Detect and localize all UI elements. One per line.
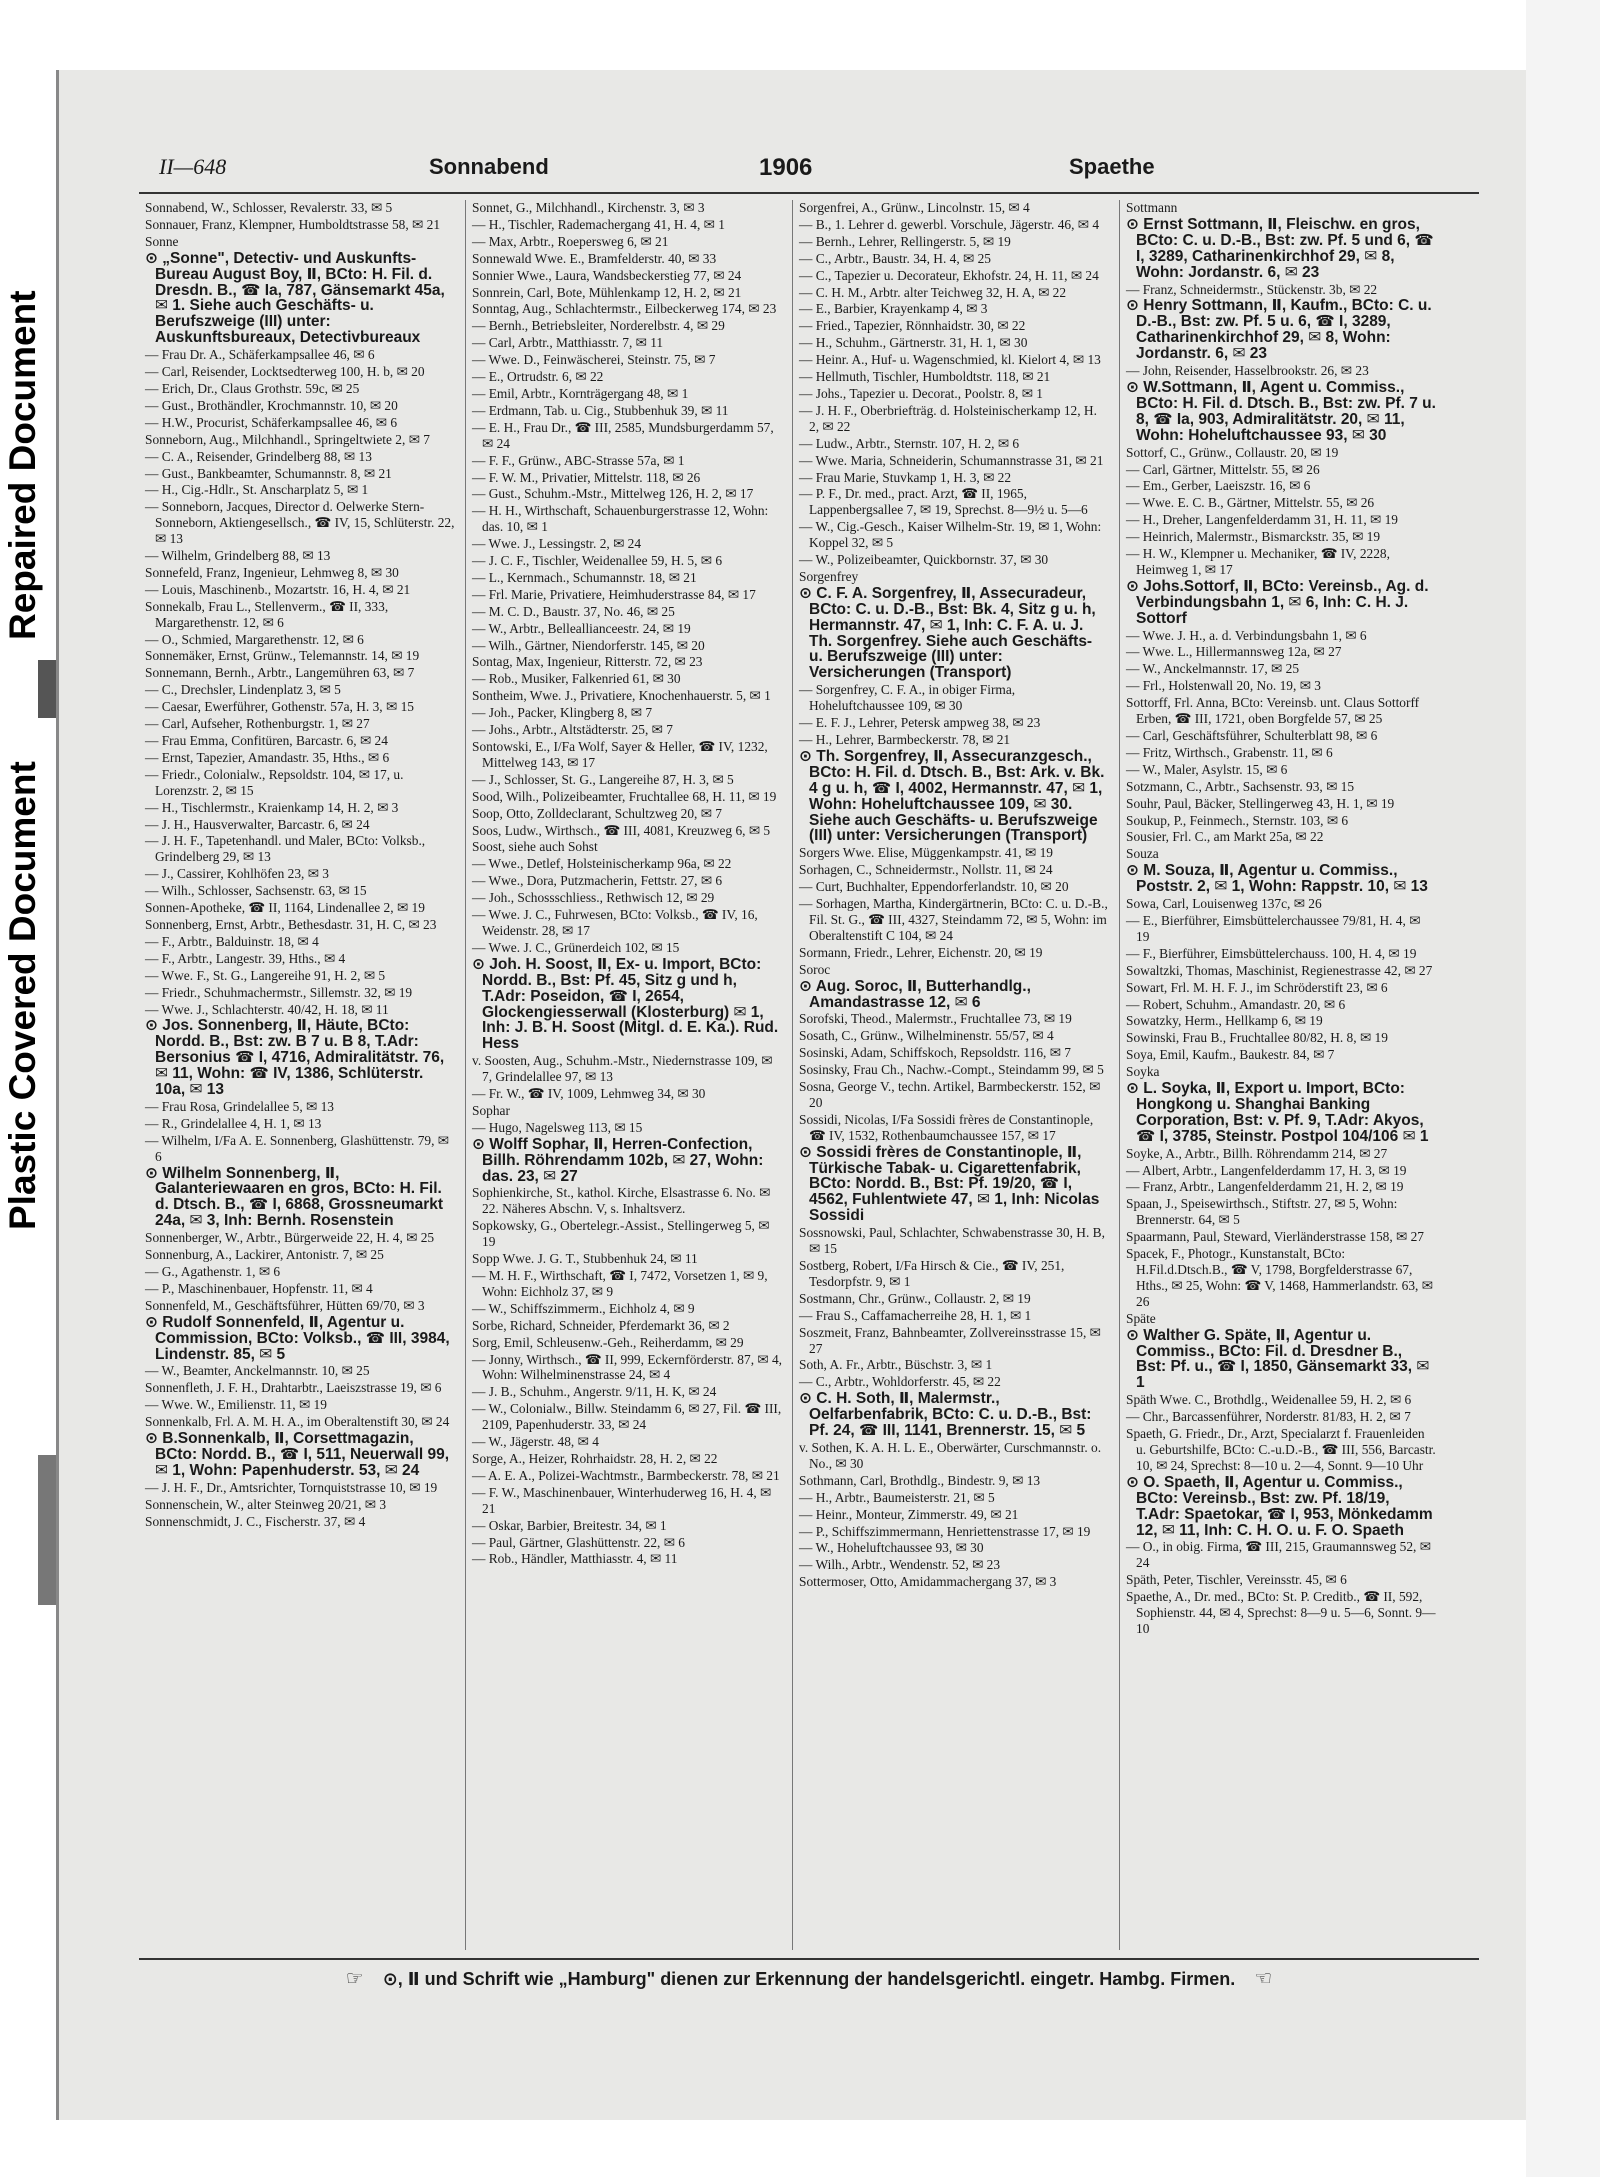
directory-entry: Sonnewald Wwe. E., Bramfelderstr. 40, ✉ 33 — [472, 250, 717, 266]
directory-entry: — Johs., Tapezier u. Decorat., Poolstr. 8, ✉ 1 — [799, 385, 1043, 401]
directory-entry: — Emil, Arbtr., Kornträgergang 48, ✉ 1 — [472, 385, 689, 401]
directory-entry: Sotzmann, C., Arbtr., Sachsenstr. 93, ✉ 15 — [1126, 778, 1355, 794]
directory-entry: Sophienkirche, St., kathol. Kirche, Elsastrasse 6. No. ✉ 22. Näheres Abschn. V, s. Inhaltsverz. — [472, 1185, 771, 1217]
directory-entry: Spaan, J., Speisewirthsch., Stiftstr. 27, ✉ 5, Wohn: Brennerstr. 64, ✉ 5 — [1126, 1196, 1398, 1228]
directory-entry: — W., Jägerstr. 48, ✉ 4 — [472, 1434, 599, 1450]
directory-entry: Sorgenfrei, A., Grünw., Lincolnstr. 15, ✉ 4 — [799, 200, 1030, 215]
directory-entry: — Bernh., Betriebsleiter, Norderelbstr. 4, ✉ 29 — [472, 318, 725, 334]
directory-entry: ⊙ O. Spaeth, Ⅱ, Agentur u. Commiss., BCto: Vereinsb., Bst: zw. Pf. 18/19, T.Adr: Spaetokar, ☎ I, 953, Mönkedamm 12, ✉ 11, Inh: C. H. O. u. F. O. Spaeth — [1126, 1473, 1433, 1539]
directory-entry: Sosna, George V., techn. Artikel, Barmbeckerstr. 152, ✉ 20 — [799, 1079, 1101, 1110]
directory-entry: Soost, siehe auch Sohst — [472, 839, 598, 855]
directory-entry: — Frl., Holstenwall 20, No. 19, ✉ 3 — [1126, 678, 1321, 694]
directory-entry: — Ernst, Tapezier, Amandastr. 35, Hths., ✉ 6 — [145, 749, 390, 765]
directory-entry: — Wwe. J., Schlachterstr. 40/42, H. 18, ✉ 11 — [145, 1001, 389, 1017]
directory-entry: Soyka — [1126, 1064, 1160, 1080]
directory-entry: Soop, Otto, Zolldeclarant, Schultzweg 20, ✉ 7 — [472, 805, 722, 821]
directory-entry: — J. H. F., Oberbriefträg. d. Holsteinischerkamp 12, H. 2, ✉ 22 — [799, 402, 1097, 434]
directory-entry: — A. E. A., Polizei-Wachtmstr., Barmbeckerstr. 78, ✉ 21 — [472, 1467, 780, 1483]
directory-entry: Sonnemäker, Ernst, Grünw., Telemannstr. 14, ✉ 19 — [145, 648, 420, 664]
directory-entry: Sousier, Frl. C., am Markt 25a, ✉ 22 — [1126, 829, 1324, 845]
directory-entry: Sopkowsky, G., Obertelegr.-Assist., Stellingerweg 5, ✉ 19 — [472, 1218, 770, 1250]
directory-entry: Sowatzky, Herm., Hellkamp 6, ✉ 19 — [1126, 1013, 1323, 1029]
directory-entry: — G., Agathenstr. 1, ✉ 6 — [145, 1264, 281, 1279]
directory-entry: — Robert, Schuhm., Amandastr. 20, ✉ 6 — [1126, 996, 1346, 1012]
directory-entry: Sowinski, Frau B., Fruchtallee 80/82, H. 8, ✉ 19 — [1126, 1030, 1388, 1046]
directory-entry: Sottmann — [1126, 200, 1178, 215]
directory-entry: Späte — [1126, 1310, 1156, 1326]
directory-entry: — F. W., Maschinenbauer, Winterhuderweg 16, H. 4, ✉ 21 — [472, 1484, 772, 1516]
side-strip — [0, 0, 46, 2177]
directory-entry: — Rob., Musiker, Falkenried 61, ✉ 30 — [472, 671, 681, 687]
page-content — [139, 148, 1479, 1991]
directory-entry: — W., Anckelmannstr. 17, ✉ 25 — [1126, 661, 1300, 677]
directory-entry: — Ludw., Arbtr., Sternstr. 107, H. 2, ✉ 6 — [799, 435, 1020, 451]
directory-entry: Sontowski, E., I/Fa Wolf, Sayer & Heller, ☎ IV, 1232, Mittelweg 143, ✉ 17 — [472, 739, 768, 770]
directory-entry: Sostberg, Robert, I/Fa Hirsch & Cie., ☎ IV, 251, Tesdorpfstr. 9, ✉ 1 — [799, 1258, 1065, 1289]
directory-entry: — W., Colonialw., Billw. Steindamm 6, ✉ 27, Fil. ☎ III, 2109, Papenhuderstr. 33, ✉ 24 — [472, 1401, 782, 1433]
directory-entry: — Oskar, Barbier, Breitestr. 34, ✉ 1 — [472, 1517, 667, 1533]
directory-entry: — Frau Marie, Stuvkamp 1, H. 3, ✉ 22 — [799, 469, 1012, 485]
directory-entry: — J. B., Schuhm., Angerstr. 9/11, H. K, ✉ 24 — [472, 1384, 717, 1400]
directory-entry: Sorbe, Richard, Schneider, Pferdemarkt 36, ✉ 2 — [472, 1317, 730, 1333]
header-year: 1906 — [759, 154, 813, 181]
page-number: II—648 — [159, 154, 227, 179]
directory-entry: ⊙ Walther G. Späte, Ⅱ, Agentur u. Commiss., BCto: Fil. d. Dresdner B., Bst: Pf. u., ☎ I, 1850, Gänsemarkt 33, ✉ 1 — [1126, 1326, 1430, 1392]
directory-entry: — C., Tapezier u. Decorateur, Ekhofstr. 24, H. 11, ✉ 24 — [799, 267, 1099, 283]
directory-entry: ⊙ Sossidi frères de Constantinople, Ⅱ, Türkische Tabak- u. Cigarettenfabrik, BCto: Nordd. B., Bst: Pf. 19/20, ☎ I, 4562, Fuhlentwiete 47, ✉ 1, Inh: Nicolas Sossidi — [799, 1143, 1100, 1225]
directory-entry: — Heinrich, Malermstr., Bismarckstr. 35, ✉ 19 — [1126, 529, 1381, 545]
directory-entry: — F. W. M., Privatier, Mittelstr. 118, ✉ 26 — [472, 469, 701, 485]
directory-entry: ⊙ Wolff Sophar, Ⅱ, Herren-Confection, Billh. Röhrendamm 102b, ✉ 27, Wohn: das. 23, ✉ 27 — [472, 1135, 764, 1185]
directory-entry: — W., Maler, Asylstr. 15, ✉ 6 — [1126, 761, 1288, 777]
directory-entry: ⊙ Henry Sottmann, Ⅱ, Kaufm., BCto: C. u. D.-B., Bst: zw. Pf. 5 u. 6, ☎ I, 3289, Catharinenkirchhof 29, ✉ 8, Wohn: Jordanstr. 6, ✉ 23 — [1126, 297, 1432, 363]
directory-entry: — Gust., Schuhm.-Mstr., Mittelweg 126, H. 2, ✉ 17 — [472, 486, 754, 502]
directory-entry: — E., Bierführer, Eimsbüttelerchaussee 79/81, H. 4, ✉ 19 — [1126, 912, 1421, 944]
directory-entry: — Sorgenfrey, C. F. A., in obiger Firma, Hoheluftchaussee 109, ✉ 30 — [799, 682, 1016, 714]
repaired-document-label: Repaired Document — [2, 290, 43, 640]
directory-entry: — Bernh., Lehrer, Rellingerstr. 5, ✉ 19 — [799, 233, 1011, 249]
directory-entry: — Wwe., Detlef, Holsteinischerkamp 96a, ✉ 22 — [472, 856, 732, 872]
directory-entry: — Hellmuth, Tischler, Humboldtstr. 118, ✉ 21 — [799, 369, 1051, 385]
directory-entry: — C. A., Reisender, Grindelberg 88, ✉ 13 — [145, 448, 372, 464]
directory-entry: — Wwe. J., Lessingstr. 2, ✉ 24 — [472, 536, 642, 552]
directory-entry: — L., Kernmach., Schumannstr. 18, ✉ 21 — [472, 569, 697, 585]
directory-entry: ⊙ Ernst Sottmann, Ⅱ, Fleischw. en gros, BCto: C. u. D.-B., Bst: zw. Pf. 5 und 6, ☎ I, 3289, Catharinenkirchhof 29, ✉ 8, Wohn: Jordanstr. 6, ✉ 23 — [1126, 215, 1434, 281]
directory-entry: — W., Schiffszimmerm., Eichholz 4, ✉ 9 — [472, 1300, 695, 1316]
directory-entry: — Carl, Gärtner, Mittelstr. 55, ✉ 26 — [1126, 461, 1320, 477]
directory-entry: — Chr., Barcassenführer, Norderstr. 81/83, H. 2, ✉ 7 — [1126, 1409, 1411, 1425]
directory-entry: — Wwe. Maria, Schneiderin, Schumannstrasse 31, ✉ 21 — [799, 452, 1104, 468]
directory-entry: Spaeth, G. Friedr., Dr., Arzt, Specialarzt f. Frauenleiden u. Geburtshilfe, BCto: C.-u.D.-B., ☎ III, 556, Barcastr. 10, ✉ 24, Sprechst: 8—10 u. 2—4, Sonnt. 9—10 Uhr — [1126, 1426, 1436, 1473]
directory-entry: Sonnenburg, A., Lackirer, Antonistr. 7, ✉ 25 — [145, 1247, 384, 1263]
directory-entry: — R., Grindelallee 4, H. 1, ✉ 13 — [145, 1115, 322, 1131]
directory-entry: — F., Bierführer, Eimsbüttelerchauss. 100, H. 4, ✉ 19 — [1126, 945, 1417, 961]
directory-entry: ⊙ Jos. Sonnenberg, Ⅱ, Häute, BCto: Nordd. B., Bst: zw. B 7 u. B 8, T.Adr: Bersonius ☎ I, 4716, Admiralitätstr. 76, ✉ 11, Wohn: ☎ IV, 1386, Schlüterstr. 10a, ✉ 13 — [145, 1017, 445, 1099]
directory-entry: Sossnowski, Paul, Schlachter, Schwabenstrasse 30, H. B, ✉ 15 — [799, 1225, 1105, 1257]
directory-entry: — Carl, Geschäftsführer, Schulterblatt 98, ✉ 6 — [1126, 728, 1378, 743]
directory-entry: — Carl, Arbtr., Matthiasstr. 7, ✉ 11 — [472, 335, 664, 351]
directory-entry: — Hugo, Nagelsweg 113, ✉ 15 — [472, 1119, 643, 1135]
directory-entry: ⊙ „Sonne", Detectiv- und Auskunfts-Bureau August Boy, Ⅱ, BCto: H. Fil. d. Dresdn. B., ☎ Ia, 787, Gänsemarkt 45a, ✉ 1. Siehe auch Geschäfts- u. Berufszweige (III) unter: Auskunftsbureaux, Detectivbureaux — [145, 249, 445, 347]
directory-entry: ⊙ W.Sottmann, Ⅱ, Agent u. Commiss., BCto: H. Fil. d. Dtsch. B., Bst: zw. Pf. 7 u. 8, ☎ Ia, 903, Admiralitätstr. 20, ✉ 11, Wohn: Hoheluftchaussee 93, ✉ 30 — [1126, 378, 1436, 444]
directory-entry: Sonnenkalb, Frl. A. M. H. A., im Oberaltenstift 30, ✉ 24 — [145, 1414, 450, 1430]
column-4 — [1120, 200, 1446, 1950]
directory-entry: Sormann, Friedr., Lehrer, Eichenstr. 20, ✉ 19 — [799, 944, 1043, 960]
directory-entry: Sonnenberger, W., Arbtr., Bürgerweide 22, H. 4, ✉ 25 — [145, 1230, 435, 1246]
directory-entry: — Em., Gerber, Laeiszstr. 16, ✉ 6 — [1126, 478, 1311, 494]
directory-entry: — J. C. F., Tischler, Weidenallee 59, H. 5, ✉ 6 — [472, 553, 723, 569]
directory-entry: — Erich, Dr., Claus Grothstr. 59c, ✉ 25 — [145, 380, 360, 396]
directory-entry: ⊙ Rudolf Sonnenfeld, Ⅱ, Agentur u. Commission, BCto: Volksb., ☎ III, 3984, Lindenstr. 85, ✉ 5 — [145, 1313, 450, 1363]
directory-entry: Spaarmann, Paul, Steward, Vierländerstrasse 158, ✉ 27 — [1126, 1229, 1424, 1245]
directory-entry: Sottermoser, Otto, Amidammachergang 37, ✉ 3 — [799, 1574, 1057, 1590]
column-2 — [466, 200, 793, 1950]
directory-entry: ⊙ Johs.Sottorf, Ⅱ, BCto: Vereinsb., Ag. d. Verbindungsbahn 1, ✉ 6, Inh: C. H. J. Sottorf — [1126, 577, 1429, 627]
directory-entry: — Friedr., Colonialw., Repsoldstr. 104, ✉ 17, u. Lorenzstr. 2, ✉ 15 — [145, 766, 404, 798]
directory-entry: Sostmann, Chr., Grünw., Collaustr. 2, ✉ 19 — [799, 1290, 1031, 1306]
directory-entry: Sonnenfleth, J. F. H., Drahtarbtr., Laeiszstrasse 19, ✉ 6 — [145, 1380, 442, 1396]
directory-entry: Sorofski, Theod., Malermstr., Fruchtallee 73, ✉ 19 — [799, 1011, 1072, 1027]
directory-entry: Soya, Emil, Kaufm., Baukestr. 84, ✉ 7 — [1126, 1047, 1335, 1063]
footer-note — [139, 1958, 1479, 1991]
directory-entry: v. Soosten, Aug., Schuhm.-Mstr., Niedernstrasse 109, ✉ 7, Grindelallee 97, ✉ 13 — [472, 1053, 773, 1085]
directory-entry: — H. W., Klempner u. Mechaniker, ☎ IV, 2228, Heimweg 1, ✉ 17 — [1126, 546, 1390, 577]
directory-entry: — Frau Emma, Confitüren, Barcastr. 6, ✉ 24 — [145, 733, 388, 748]
directory-entry: — J. H. F., Tapetenhandl. und Maler, BCto: Volksb., Grindelberg 29, ✉ 13 — [145, 833, 426, 865]
directory-entry: — H., Cig.-Hdlr., St. Anscharplatz 5, ✉ 1 — [145, 482, 369, 498]
directory-entry: — Fritz, Wirthsch., Grabenstr. 11, ✉ 6 — [1126, 744, 1333, 760]
directory-entry: Sonnenschein, W., alter Steinweg 20/21, ✉ 3 — [145, 1496, 387, 1512]
directory-entry: — Wilh., Gärtner, Niendorferstr. 145, ✉ 20 — [472, 637, 705, 653]
directory-entry: — Sorhagen, Martha, Kindergärtnerin, BCto: C. u. D.-B., Fil. St. G., ☎ III, 4327, Steindamm 72, ✉ 5, Wohn: im Oberaltenstift C 104, ✉ 24 — [799, 896, 1108, 943]
directory-entry: — C., Drechsler, Lindenplatz 3, ✉ 5 — [145, 682, 341, 698]
directory-entry: ⊙ B.Sonnenkalb, Ⅱ, Corsettmagazin, BCto: Nordd. B., ☎ I, 511, Neuerwall 99, ✉ 1, Wohn: Papenhuderstr. 53, ✉ 24 — [145, 1430, 450, 1479]
directory-entry: — C., Arbtr., Baustr. 34, H. 4, ✉ 25 — [799, 250, 991, 266]
directory-entry: Sonnabend, W., Schlosser, Revalerstr. 33, ✉ 5 — [145, 200, 393, 215]
footer-text: ⊙, Ⅱ und Schrift wie „Hamburg" dienen zur Erkennung der handelsgerichtl. eingetr. Hambg. Firmen. — [382, 1969, 1236, 1989]
directory-entry: — H., Arbtr., Baumeisterstr. 21, ✉ 5 — [799, 1489, 995, 1505]
directory-entry: — Heinr. A., Huf- u. Wagenschmied, kl. Kielort 4, ✉ 13 — [799, 352, 1101, 368]
directory-entry: Sonnenberg, Ernst, Arbtr., Bethesdastr. 31, H. C, ✉ 23 — [145, 916, 437, 932]
directory-entry: v. Sothen, K. A. H. L. E., Oberwärter, Curschmannstr. o. No., ✉ 30 — [799, 1439, 1102, 1471]
directory-entry: — Jonny, Wirthsch., ☎ II, 999, Eckernförderstr. 87, ✉ 4, Wohn: Wilhelminenstrasse 24, ✉ 4 — [472, 1351, 782, 1383]
directory-entry: — Wwe. F., St. G., Langereihe 91, H. 2, ✉ 5 — [145, 967, 386, 983]
directory-entry: ⊙ L. Soyka, Ⅱ, Export u. Import, BCto: Hongkong u. Shanghai Banking Corporation, Bst: v. Pf. 9, T.Adr: Akyos, ☎ I, 3785, Steinstr. Postpol 104/106 ✉ 1 — [1126, 1080, 1429, 1145]
page-edge — [1526, 0, 1600, 2177]
directory-entry: Sonnenschmidt, J. C., Fischerstr. 37, ✉ 4 — [145, 1513, 366, 1529]
scanned-page — [56, 70, 1529, 2120]
directory-entry: — Wilh., Schlosser, Sachsenstr. 63, ✉ 15 — [145, 883, 367, 899]
header-last-entry: Spaethe — [1069, 154, 1155, 179]
directory-entry: — Paul, Gärtner, Glashüttenstr. 22, ✉ 6 — [472, 1534, 686, 1550]
directory-entry: Sorg, Emil, Schleusenw.-Geh., Reiherdamm, ✉ 29 — [472, 1334, 744, 1350]
directory-entry: — Wwe. J. C., Fuhrwesen, BCto: Volksb., ☎ IV, 16, Weidenstr. 28, ✉ 17 — [472, 907, 758, 938]
directory-entry: — M. C. D., Baustr. 37, No. 46, ✉ 25 — [472, 603, 675, 619]
directory-entry: — F., Arbtr., Balduinstr. 18, ✉ 4 — [145, 933, 319, 949]
directory-entry: Sonne — [145, 233, 179, 249]
directory-entry: — W., Polizeibeamter, Quickbornstr. 37, ✉ 30 — [799, 552, 1049, 568]
directory-entry: Sonnemann, Bernh., Arbtr., Langemühren 63, ✉ 7 — [145, 665, 415, 681]
directory-entry: — Friedr., Schuhmachermstr., Sillemstr. 32, ✉ 19 — [145, 984, 413, 1000]
directory-entry: — W., Hoheluftchaussee 93, ✉ 30 — [799, 1540, 984, 1556]
directory-entry: — Fried., Tapezier, Rönnhaidstr. 30, ✉ 22 — [799, 318, 1026, 334]
directory-entry: Sontag, Max, Ingenieur, Ritterstr. 72, ✉ 23 — [472, 654, 703, 670]
directory-entry: — Wwe. W., Emilienstr. 11, ✉ 19 — [145, 1397, 327, 1413]
directory-entry: Sonnekalb, Frau L., Stellenverm., ☎ II, 333, Margarethenstr. 12, ✉ 6 — [145, 598, 389, 630]
directory-entry: Soszmeit, Franz, Bahnbeamter, Zollvereinsstrasse 15, ✉ 27 — [799, 1324, 1101, 1356]
directory-entry: — Gust., Brothändler, Krochmannstr. 10, ✉ 20 — [145, 397, 398, 413]
directory-entry: — Erdmann, Tab. u. Cig., Stubbenhuk 39, ✉ 11 — [472, 402, 729, 418]
directory-entry: — Frau S., Caffamacherreihe 28, H. 1, ✉ 1 — [799, 1307, 1032, 1323]
directory-entry: Späth Wwe. C., Brothdlg., Weidenallee 59, H. 2, ✉ 6 — [1126, 1392, 1412, 1408]
directory-entry: Soyke, A., Arbtr., Billh. Röhrendamm 214, ✉ 27 — [1126, 1145, 1388, 1161]
directory-entry: Sossidi, Nicolas, I/Fa Sossidi frères de Constantinople, ☎ IV, 1532, Rothenbaumchaussee 157, ✉ 17 — [799, 1111, 1094, 1143]
directory-entry: Soos, Ludw., Wirthsch., ☎ III, 4081, Kreuzweg 6, ✉ 5 — [472, 822, 771, 838]
directory-entry: — Gust., Bankbeamter, Schumannstr. 8, ✉ 21 — [145, 465, 392, 481]
directory-entry: Sonnauer, Franz, Klempner, Humboldtstrasse 58, ✉ 21 — [145, 216, 441, 232]
directory-entry: ⊙ Joh. H. Soost, Ⅱ, Ex- u. Import, BCto: Nordd. B., Bst: Pf. 45, Sitz g und h, T.Adr: Poseidon, ☎ I, 2654, Glockengiesserwall (Klosterburg) ✉ 1, Inh: J. B. H. Soost (Mitgl. d. E. Ka.). Rud. Hess — [472, 955, 779, 1053]
directory-entry: Soukup, P., Feinmech., Sternstr. 103, ✉ 6 — [1126, 812, 1349, 828]
directory-entry: — O., Schmied, Margarethenstr. 12, ✉ 6 — [145, 631, 364, 647]
directory-entry: — Joh., Packer, Klingberg 8, ✉ 7 — [472, 705, 653, 721]
directory-entry: Sothmann, Carl, Brothdlg., Bindestr. 9, ✉ 13 — [799, 1472, 1041, 1488]
directory-entry: — O., in obig. Firma, ☎ III, 215, Graumannsweg 52, ✉ 24 — [1126, 1539, 1431, 1571]
directory-entry: — M. H. F., Wirthschaft, ☎ I, 7472, Vorsetzen 1, ✉ 9, Wohn: Eichholz 37, ✉ 9 — [472, 1268, 768, 1299]
running-header — [139, 148, 1479, 194]
directory-entry: Sorge, A., Heizer, Rohrhaidstr. 28, H. 2, ✉ 22 — [472, 1450, 718, 1466]
directory-entry: — Wwe. J. H., a. d. Verbindungsbahn 1, ✉ 6 — [1126, 627, 1367, 643]
directory-entry: — F., Arbtr., Langestr. 39, Hths., ✉ 4 — [145, 950, 346, 966]
directory-entry: ⊙ M. Souza, Ⅱ, Agentur u. Commiss., Poststr. 2, ✉ 1, Wohn: Rappstr. 10, ✉ 13 — [1126, 862, 1428, 896]
directory-entry: — P., Maschinenbauer, Hopfenstr. 11, ✉ 4 — [145, 1280, 373, 1296]
directory-entry: — Albert, Arbtr., Langenfelderdamm 17, H. 3, ✉ 19 — [1126, 1162, 1407, 1178]
directory-entry: — Frau Rosa, Grindelallee 5, ✉ 13 — [145, 1098, 334, 1114]
directory-entry: — W., Arbtr., Belleallianceestr. 24, ✉ 19 — [472, 620, 691, 636]
directory-entry: — E., Ortrudstr. 6, ✉ 22 — [472, 369, 604, 385]
directory-entry: Sorhagen, C., Schneidermstr., Nollstr. 11, ✉ 24 — [799, 862, 1053, 878]
directory-entry: — Heinr., Monteur, Zimmerstr. 49, ✉ 21 — [799, 1506, 1019, 1522]
directory-entry: Sood, Wilh., Polizeibeamter, Fruchtallee 68, H. 11, ✉ 19 — [472, 788, 777, 804]
pointing-hand-icon: ☞ — [345, 1968, 364, 1990]
directory-entry: — Wilh., Arbtr., Wendenstr. 52, ✉ 23 — [799, 1557, 1001, 1573]
directory-entry: Späth, Peter, Tischler, Vereinsstr. 45, ✉ 6 — [1126, 1572, 1347, 1588]
directory-entry: Sopp Wwe. J. G. T., Stubbenhuk 24, ✉ 11 — [472, 1251, 698, 1267]
directory-entry: Sonnenfeld, M., Geschäftsführer, Hütten 69/70, ✉ 3 — [145, 1297, 425, 1313]
directory-entry: — Fr. W., ☎ IV, 1009, Lehmweg 34, ✉ 30 — [472, 1086, 706, 1102]
directory-entry: — H. H., Wirthschaft, Schauenburgerstrasse 12, Wohn: das. 10, ✉ 1 — [472, 503, 769, 535]
directory-entry: — B., 1. Lehrer d. gewerbl. Vorschule, Jägerstr. 46, ✉ 4 — [799, 216, 1100, 232]
header-first-entry: Sonnabend — [429, 154, 549, 179]
directory-entry: Sonneborn, Aug., Milchhandl., Springeltwiete 2, ✉ 7 — [145, 431, 430, 447]
directory-entry: — J., Schlosser, St. G., Langereihe 87, H. 3, ✉ 5 — [472, 771, 734, 787]
directory-entry: — W., Cig.-Gesch., Kaiser Wilhelm-Str. 19, ✉ 1, Wohn: Koppel 32, ✉ 5 — [799, 519, 1102, 551]
directory-entry: — J. H. F., Dr., Amtsrichter, Tornquiststrasse 10, ✉ 19 — [145, 1479, 438, 1495]
directory-entry: — H., Dreher, Langenfelderdamm 31, H. 11, ✉ 19 — [1126, 512, 1398, 528]
directory-entry: ⊙ Th. Sorgenfrey, Ⅱ, Assecuranzgesch., BCto: H. Fil. d. Dtsch. B., Bst: Ark. v. Bk. 4 g u. h, ☎ I, 4002, Hermannstr. 47, ✉ 1, Wohn: Hoheluftchaussee 109, ✉ 30. Siehe auch Geschäfts- u. Berufszweige (III) unter: Versicherungen (Transport) — [799, 747, 1105, 845]
directory-entry: — C. H. M., Arbtr. alter Teichweg 32, H. A, ✉ 22 — [799, 284, 1067, 300]
directory-entry: ⊙ C. F. A. Sorgenfrey, Ⅱ, Assecuradeur, BCto: C. u. D.-B., Bst: Bk. 4, Sitz g u. h, Hermannstr. 47, ✉ 1, Inh: C. F. A. u. J. Th. Sorgenfrey. Siehe auch Geschäfts- u. Berufszweige (III) unter: Versicherungen (Transport) — [799, 584, 1096, 682]
directory-entry: — Curt, Buchhalter, Eppendorferlandstr. 10, ✉ 20 — [799, 879, 1069, 895]
directory-entry: — Carl, Aufseher, Rothenburgstr. 1, ✉ 27 — [145, 716, 370, 732]
directory-entry: — John, Reisender, Hasselbrookstr. 26, ✉ 23 — [1126, 363, 1369, 379]
directory-entry: — Frau Dr. A., Schäferkampsallee 46, ✉ 6 — [145, 347, 375, 363]
directory-entry: — C., Arbtr., Wohldorferstr. 45, ✉ 22 — [799, 1374, 1001, 1390]
directory-entry: — E. H., Frau Dr., ☎ III, 2585, Mundsburgerdamm 57, ✉ 24 — [472, 419, 774, 451]
directory-entry: Sowaltzki, Thomas, Maschinist, Regienestrasse 42, ✉ 27 — [1126, 962, 1433, 978]
directory-entry: Spacek, F., Photogr., Kunstanstalt, BCto: H.Fil.d.Dtsch.B., ☎ V, 1798, Borgfelderstrasse 67, Hths., ✉ 25, Wohn: ☎ V, 1468, Hammerlandstr. 63, ✉ 26 — [1126, 1246, 1433, 1309]
pointing-hand-icon: ☜ — [1254, 1968, 1273, 1990]
directory-entry: — Max, Arbtr., Roepersweg 6, ✉ 21 — [472, 233, 669, 249]
directory-entry: Soroc — [799, 961, 831, 977]
directory-entry: Sosinsky, Frau Ch., Nachw.-Compt., Steindamm 99, ✉ 5 — [799, 1062, 1104, 1078]
column-1 — [139, 200, 466, 1950]
directory-entry: — P., Schiffszimmermann, Henriettenstrasse 17, ✉ 19 — [799, 1523, 1091, 1539]
directory-entry: — J. H., Hausverwalter, Barcastr. 6, ✉ 24 — [145, 816, 370, 832]
directory-entry: ⊙ Aug. Soroc, Ⅱ, Butterhandlg., Amandastrasse 12, ✉ 6 — [799, 977, 1031, 1011]
directory-entry: Sophar — [472, 1102, 510, 1118]
directory-entry: — Joh., Schossschliess., Rethwisch 12, ✉ 29 — [472, 890, 715, 906]
directory-entry: — Frl. Marie, Privatiere, Heimhuderstrasse 84, ✉ 17 — [472, 586, 756, 602]
directory-entry: — Wwe. J. C., Grünerdeich 102, ✉ 15 — [472, 939, 680, 955]
directory-entry: Sontheim, Wwe. J., Privatiere, Knochenhauerstr. 5, ✉ 1 — [472, 688, 771, 704]
directory-entry: Sonnier Wwe., Laura, Wandsbeckerstieg 77, ✉ 24 — [472, 267, 742, 283]
directory-columns — [139, 200, 1479, 1950]
directory-entry: — Wwe. E. C. B., Gärtner, Mittelstr. 55, ✉ 26 — [1126, 495, 1375, 511]
directory-entry: Sonnrein, Carl, Bote, Mühlenkamp 12, H. 2, ✉ 21 — [472, 284, 742, 300]
directory-entry: — J., Cassirer, Kohlhöfen 23, ✉ 3 — [145, 866, 329, 882]
directory-entry: — Louis, Maschinenb., Mozartstr. 16, H. 4, ✉ 21 — [145, 581, 411, 597]
directory-entry: — H., Tischlermstr., Kraienkamp 14, H. 2, ✉ 3 — [145, 799, 399, 815]
directory-entry: Sorgenfrey — [799, 568, 859, 584]
plastic-covered-label: Plastic Covered Document — [2, 761, 43, 1230]
directory-entry: — H., Tischler, Rademachergang 41, H. 4, ✉ 1 — [472, 216, 725, 232]
directory-entry: — Wwe., Dora, Putzmacherin, Fettstr. 27, ✉ 6 — [472, 873, 723, 889]
directory-entry: Sowa, Carl, Louisenweg 137c, ✉ 26 — [1126, 896, 1322, 912]
directory-entry: — Franz, Arbtr., Langenfelderdamm 21, H. 2, ✉ 19 — [1126, 1179, 1404, 1195]
directory-entry: Sottorf, C., Grünw., Collaustr. 20, ✉ 19 — [1126, 444, 1339, 460]
directory-entry: — Caesar, Ewerführer, Gothenstr. 57a, H. 3, ✉ 15 — [145, 699, 414, 715]
directory-entry: — Rob., Händler, Matthiasstr. 4, ✉ 11 — [472, 1551, 678, 1567]
directory-entry: Souza — [1126, 846, 1159, 862]
directory-entry: — F. F., Grünw., ABC-Strasse 57a, ✉ 1 — [472, 452, 685, 468]
directory-entry: Spaethe, A., Dr. med., BCto: St. P. Creditb., ☎ II, 592, Sophienstr. 44, ✉ 4, Sprechst: 8—9 u. 5—6, Sonnt. 9—10 — [1126, 1589, 1436, 1636]
directory-entry: Sonnen-Apotheke, ☎ II, 1164, Lindenallee 2, ✉ 19 — [145, 900, 425, 916]
directory-entry: — Sonneborn, Jacques, Director d. Oelwerke Stern-Sonneborn, Aktiengesellsch., ☎ IV, 15, Schlüterstr. 22, ✉ 13 — [145, 499, 455, 547]
directory-entry: — Wwe. L., Hillermannsweg 12a, ✉ 27 — [1126, 644, 1342, 660]
column-3 — [793, 200, 1120, 1950]
directory-entry: ⊙ Wilhelm Sonnenberg, Ⅱ, Galanteriewaaren en gros, BCto: H. Fil. d. Dtsch. B., ☎ I, 6868, Grossneumarkt 24a, ✉ 3, Inh: Bernh. Rosenstein — [145, 1164, 444, 1230]
directory-entry: — E., Barbier, Krayenkamp 4, ✉ 3 — [799, 301, 988, 317]
directory-entry: — Carl, Reisender, Locktsedterweg 100, H. b, ✉ 20 — [145, 364, 425, 380]
directory-entry: — H., Schuhm., Gärtnerstr. 31, H. 1, ✉ 30 — [799, 335, 1028, 351]
directory-entry: — P. F., Dr. med., pract. Arzt, ☎ II, 1965, Lappenbergsallee 7, ✉ 19, Sprechst. 8—9½ u. 5—6 — [799, 486, 1088, 518]
directory-entry: — Wwe. D., Feinwäscherei, Steinstr. 75, ✉ 7 — [472, 352, 716, 368]
directory-entry: — E. F. J., Lehrer, Petersk ampweg 38, ✉ 23 — [799, 715, 1041, 731]
directory-entry: Sottorff, Frl. Anna, BCto: Vereinsb. unt. Claus Sottorff Erben, ☎ III, 1721, oben Borgfelde 57, ✉ 25 — [1126, 695, 1420, 727]
directory-entry: Sosinski, Adam, Schiffskoch, Repsoldstr. 116, ✉ 7 — [799, 1045, 1071, 1061]
directory-entry: Sonntag, Aug., Schlachtermstr., Eilbeckerweg 174, ✉ 23 — [472, 301, 777, 317]
directory-entry: ⊙ C. H. Soth, Ⅱ, Malermstr., Oelfarbenfabrik, BCto: C. u. D.-B., Bst: Pf. 24, ☎ III, 1141, Brennerstr. 15, ✉ 5 — [799, 1390, 1092, 1440]
directory-entry: Soth, A. Fr., Arbtr., Büschstr. 3, ✉ 1 — [799, 1357, 993, 1373]
directory-entry: — Franz, Schneidermstr., Stückenstr. 3b, ✉ 22 — [1126, 281, 1378, 297]
directory-entry: — Wilhelm, Grindelberg 88, ✉ 13 — [145, 548, 331, 564]
directory-entry: — H.W., Procurist, Schäferkampsallee 46, ✉ 6 — [145, 414, 398, 430]
directory-entry: — Wilhelm, I/Fa A. E. Sonnenberg, Glashüttenstr. 79, ✉ 6 — [145, 1132, 450, 1164]
directory-entry: — H., Lehrer, Barmbeckerstr. 78, ✉ 21 — [799, 732, 1011, 747]
directory-entry: Sonnefeld, Franz, Ingenieur, Lehmweg 8, ✉ 30 — [145, 564, 399, 580]
directory-entry: Sorgers Wwe. Elise, Müggenkampstr. 41, ✉ 19 — [799, 845, 1053, 861]
directory-entry: Sonnet, G., Milchhandl., Kirchenstr. 3, ✉ 3 — [472, 200, 705, 215]
directory-entry: Sosath, C., Grünw., Wilhelminenstr. 55/57, ✉ 4 — [799, 1028, 1054, 1044]
directory-entry: — W., Beamter, Anckelmannstr. 10, ✉ 25 — [145, 1363, 370, 1379]
directory-entry: — Johs., Arbtr., Altstädterstr. 25, ✉ 7 — [472, 722, 673, 738]
directory-entry: Souhr, Paul, Bäcker, Stellingerweg 43, H. 1, ✉ 19 — [1126, 795, 1395, 811]
directory-entry: Sowart, Frl. M. H. F. J., im Schröderstift 23, ✉ 6 — [1126, 979, 1388, 995]
